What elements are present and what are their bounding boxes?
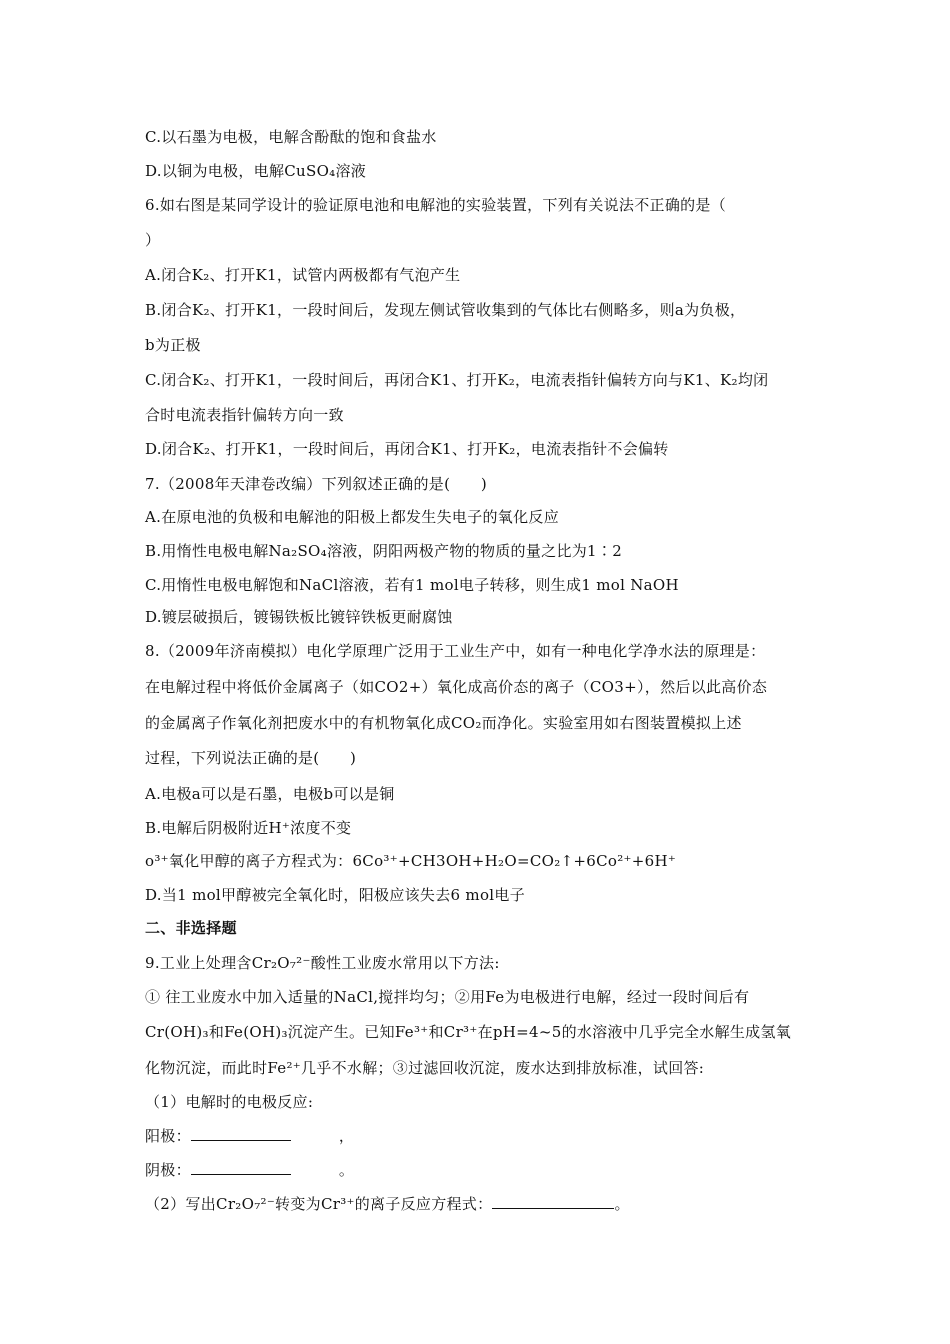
question-7: 7.（2008年天津卷改编）下列叙述正确的是( )	[145, 475, 487, 493]
question-9-sub1: （1）电解时的电极反应:	[145, 1093, 314, 1111]
option-b-q6: B.闭合K₂、打开K1，一段时间后，发现左侧试管收集到的气体比右侧略多，则a为负极，	[145, 301, 746, 319]
question-9-line3: Cr(OH)₃和Fe(OH)₃沉淀产生。已知Fe³⁺和Cr³⁺在pH=4~5的水溶液中几乎完全水解生成氢氧	[145, 1023, 792, 1041]
section-heading: 二、非选择题	[145, 919, 237, 937]
option-b-q7: B.用惰性电极电解Na₂SO₄溶液，阴阳两极产物的物质的量之比为1∶2	[145, 542, 623, 560]
option-d-q6: D.闭合K₂、打开K1，一段时间后，再闭合K1、打开K₂，电流表指针不会偏转	[145, 440, 669, 458]
option-b-q6-cont: b为正极	[145, 336, 201, 354]
q2-tail: 。	[614, 1195, 630, 1213]
question-8-line3: 的金属离子作氧化剂把废水中的有机物氧化成CO₂而净化。实验室用如右图装置模拟上述	[145, 714, 742, 732]
question-8-line2: 在电解过程中将低价金属离子（如CO2+）氧化成高价态的离子（CO3+），然后以此高价态	[145, 678, 768, 696]
cathode-answer-blank[interactable]	[191, 1160, 291, 1175]
option-d-q5: D.以铜为电极，电解CuSO₄溶液	[145, 162, 367, 180]
option-c-q6-cont: 合时电流表指针偏转方向一致	[145, 406, 344, 424]
option-a-q6: A.闭合K₂、打开K1，试管内两极都有气泡产生	[145, 266, 461, 284]
question-6: 6.如右图是某同学设计的验证原电池和电解池的实验装置，下列有关说法不正确的是（	[145, 196, 727, 214]
option-c-q8: o³⁺氧化甲醇的离子方程式为：6Co³⁺+CH3OH+H₂O=CO₂↑+6Co²⁺+6H⁺	[145, 852, 677, 870]
q2-text: （2）写出Cr₂O₇²⁻转变为Cr³⁺的离子反应方程式：	[145, 1195, 493, 1213]
question-9-line4: 化物沉淀，而此时Fe²⁺几乎不水解；③过滤回收沉淀，废水达到排放标准，试回答:	[145, 1059, 705, 1077]
question-6-cont: ）	[145, 231, 161, 249]
question-9-line2: ① 往工业废水中加入适量的NaCl,搅拌均匀；②用Fe为电极进行电解，经过一段时间后有	[145, 988, 750, 1006]
option-c-q7: C.用惰性电极电解饱和NaCl溶液，若有1 mol电子转移，则生成1 mol NaOH	[145, 576, 679, 594]
anode-row	[145, 1126, 354, 1146]
option-c-q5: C.以石墨为电极，电解含酚酞的饱和食盐水	[145, 128, 437, 146]
option-d-q7: D.镀层破损后，镀锡铁板比镀锌铁板更耐腐蚀	[145, 608, 453, 626]
q2-answer-blank[interactable]	[492, 1194, 614, 1209]
question-9-sub2	[145, 1194, 630, 1214]
anode-label: 阳极：	[145, 1127, 191, 1145]
option-a-q7: A.在原电池的负极和电解池的阳极上都发生失电子的氧化反应	[145, 508, 560, 526]
cathode-label: 阴极：	[145, 1161, 191, 1179]
anode-answer-blank[interactable]	[191, 1126, 291, 1141]
cathode-row	[145, 1160, 354, 1180]
question-8: 8.（2009年济南模拟）电化学原理广泛用于工业生产中，如有一种电化学净水法的原理是：	[145, 642, 766, 660]
option-b-q8: B.电解后阴极附近H⁺浓度不变	[145, 819, 352, 837]
anode-tail: ，	[338, 1127, 355, 1145]
question-8-line4: 过程，下列说法正确的是( )	[145, 749, 357, 767]
question-9: 9.工业上处理含Cr₂O₇²⁻酸性工业废水常用以下方法:	[145, 954, 500, 972]
option-a-q8: A.电极a可以是石墨，电极b可以是铜	[145, 785, 395, 803]
option-c-q6: C.闭合K₂、打开K1，一段时间后，再闭合K1、打开K₂，电流表指针偏转方向与K1、K₂均闭	[145, 371, 769, 389]
option-d-q8: D.当1 mol甲醇被完全氧化时，阳极应该失去6 mol电子	[145, 886, 525, 904]
cathode-tail: 。	[338, 1161, 355, 1179]
